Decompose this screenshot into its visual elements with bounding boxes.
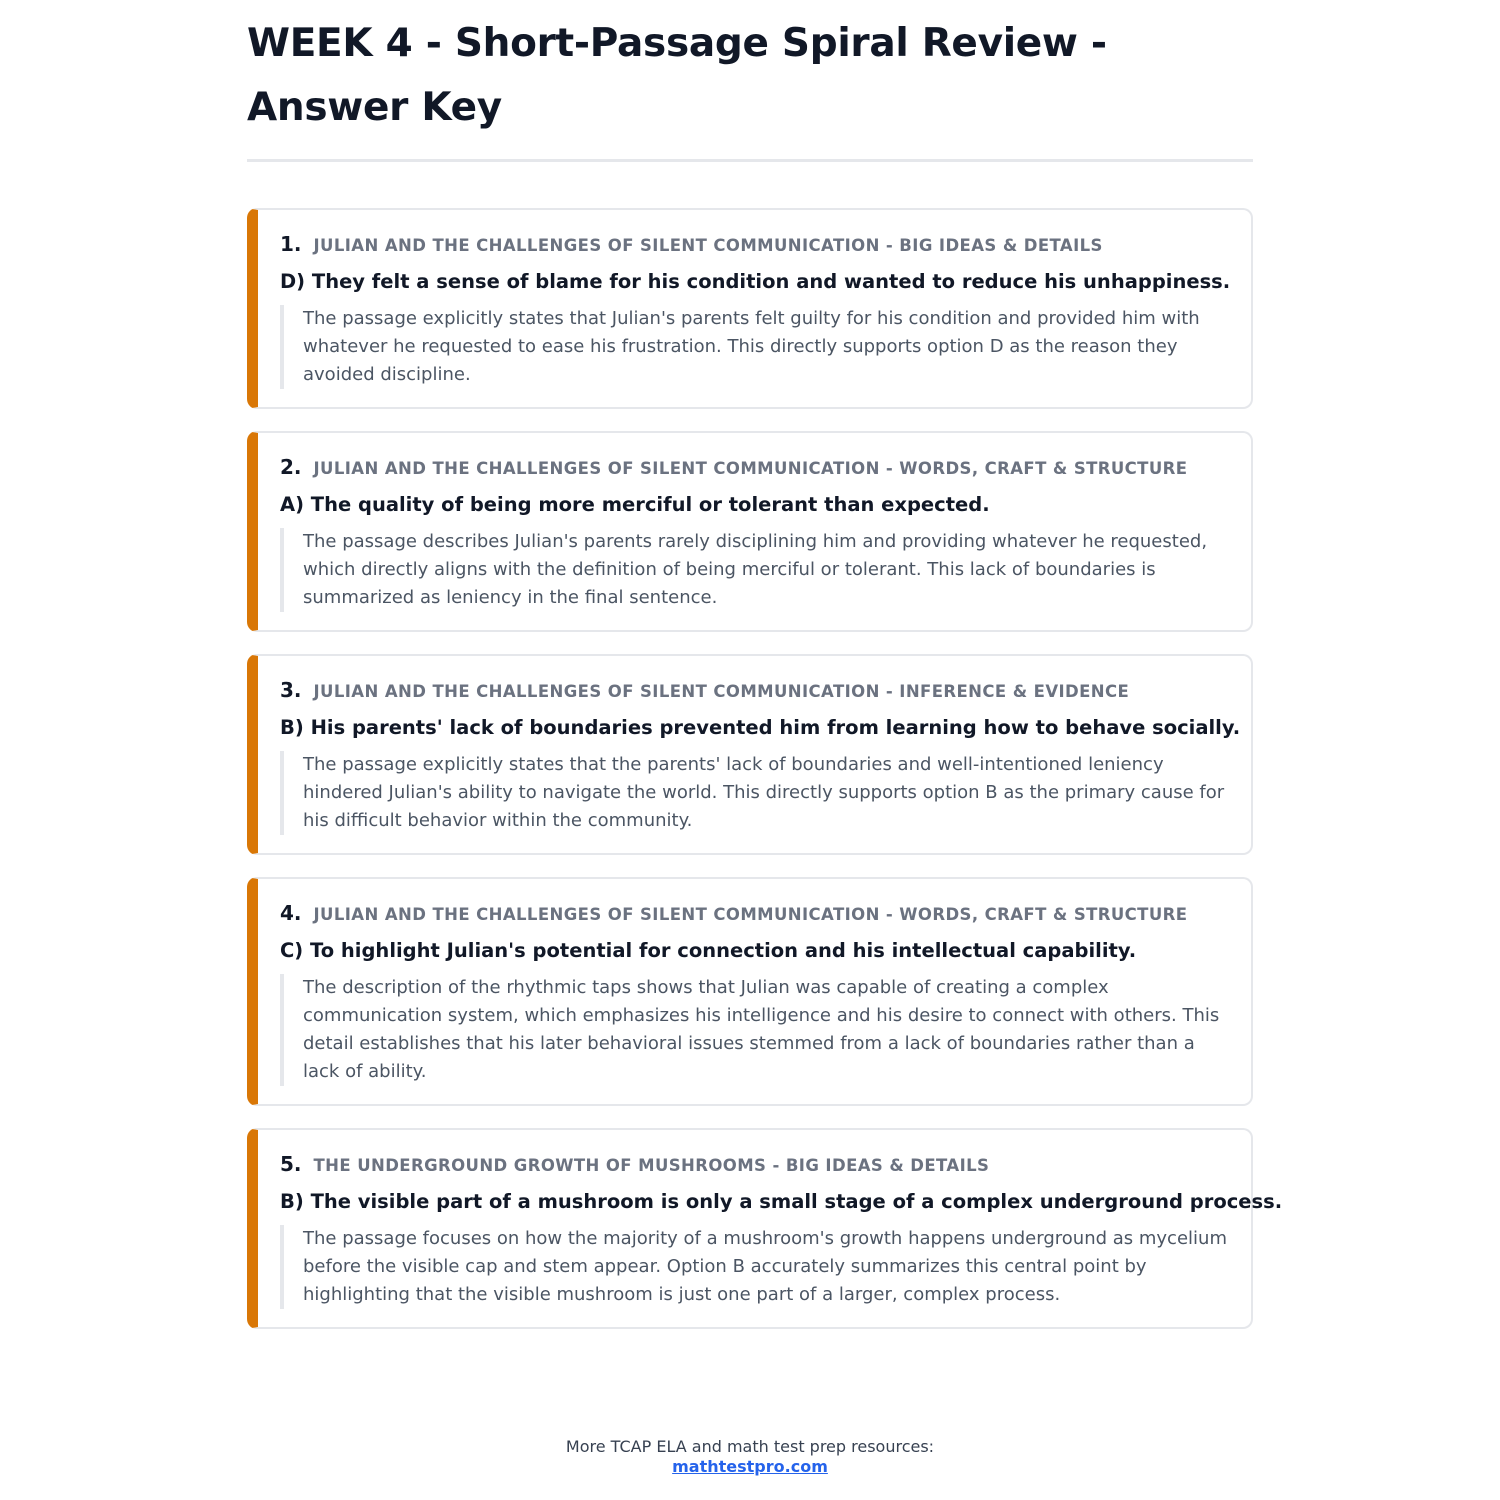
answer-explanation: The passage focuses on how the majority of a mushroom's growth happens underground as mycelium before the visible cap and stem appear. Option B accurately summarizes this central point by highlighting that the visible mushroom is just one part of a larger, complex process. xyxy=(280,1225,1227,1309)
answer-explanation: The passage explicitly states that the parents' lack of boundaries and well-intentioned leniency hindered Julian's ability to navigate the world. This directly supports option B as the primary cause for his difficult behavior within the community. xyxy=(280,751,1227,835)
page-title: WEEK 4 - Short-Passage Spiral Review - Answer Key xyxy=(247,21,1107,130)
question-card-3 xyxy=(247,654,1253,855)
question-list xyxy=(247,208,1283,1329)
question-category: JULIAN AND THE CHALLENGES OF SILENT COMMUNICATION - INFERENCE & EVIDENCE xyxy=(313,682,1130,701)
answer-explanation: The passage describes Julian's parents rarely disciplining him and providing whatever he requested, which directly aligns with the definition of being merciful or tolerant. This lack of boundaries is summarized as leniency in the final sentence. xyxy=(280,528,1227,612)
correct-answer: A) The quality of being more merciful or tolerant than expected. xyxy=(280,493,990,516)
question-category: THE UNDERGROUND GROWTH OF MUSHROOMS - BIG IDEAS & DETAILS xyxy=(313,1156,990,1175)
correct-answer: D) They felt a sense of blame for his condition and wanted to reduce his unhappiness. xyxy=(280,270,1231,293)
footer-text: More TCAP ELA and math test prep resources: xyxy=(565,1437,935,1456)
question-number: 5. xyxy=(280,1152,302,1176)
question-card-2 xyxy=(247,431,1253,632)
question-header xyxy=(280,455,1227,479)
question-category: JULIAN AND THE CHALLENGES OF SILENT COMMUNICATION - WORDS, CRAFT & STRUCTURE xyxy=(313,905,1188,924)
question-number: 2. xyxy=(280,455,302,479)
correct-answer: B) His parents' lack of boundaries prevented him from learning how to behave socially. xyxy=(280,716,1241,739)
question-header xyxy=(280,1152,1227,1176)
question-header xyxy=(280,232,1227,256)
answer-explanation: The passage explicitly states that Julian's parents felt guilty for his condition and provided him with whatever he requested to ease his frustration. This directly supports option D as the reason they avoided discipline. xyxy=(280,305,1227,389)
question-card-5 xyxy=(247,1128,1283,1329)
question-card-1 xyxy=(247,208,1253,409)
answer-explanation: The description of the rhythmic taps shows that Julian was capable of creating a complex communication system, which emphasizes his intelligence and his desire to connect with others. This detail establishes that his later behavioral issues stemmed from a lack of boundaries rather than a lack of ability. xyxy=(280,974,1227,1086)
correct-answer: B) The visible part of a mushroom is only a small stage of a complex underground process. xyxy=(280,1190,1283,1213)
question-card-4 xyxy=(247,877,1253,1106)
question-header xyxy=(280,901,1227,925)
question-category: JULIAN AND THE CHALLENGES OF SILENT COMMUNICATION - WORDS, CRAFT & STRUCTURE xyxy=(313,459,1188,478)
resources-link[interactable]: mathtestpro.com xyxy=(672,1457,828,1476)
question-number: 1. xyxy=(280,232,302,256)
question-number: 4. xyxy=(280,901,302,925)
question-category: JULIAN AND THE CHALLENGES OF SILENT COMMUNICATION - BIG IDEAS & DETAILS xyxy=(313,236,1103,255)
answer-key-page xyxy=(247,0,1283,1351)
question-number: 3. xyxy=(280,678,302,702)
title-divider xyxy=(247,159,1253,162)
question-header xyxy=(280,678,1227,702)
page-footer xyxy=(0,1437,1500,1477)
correct-answer: C) To highlight Julian's potential for connection and his intellectual capability. xyxy=(280,939,1137,962)
